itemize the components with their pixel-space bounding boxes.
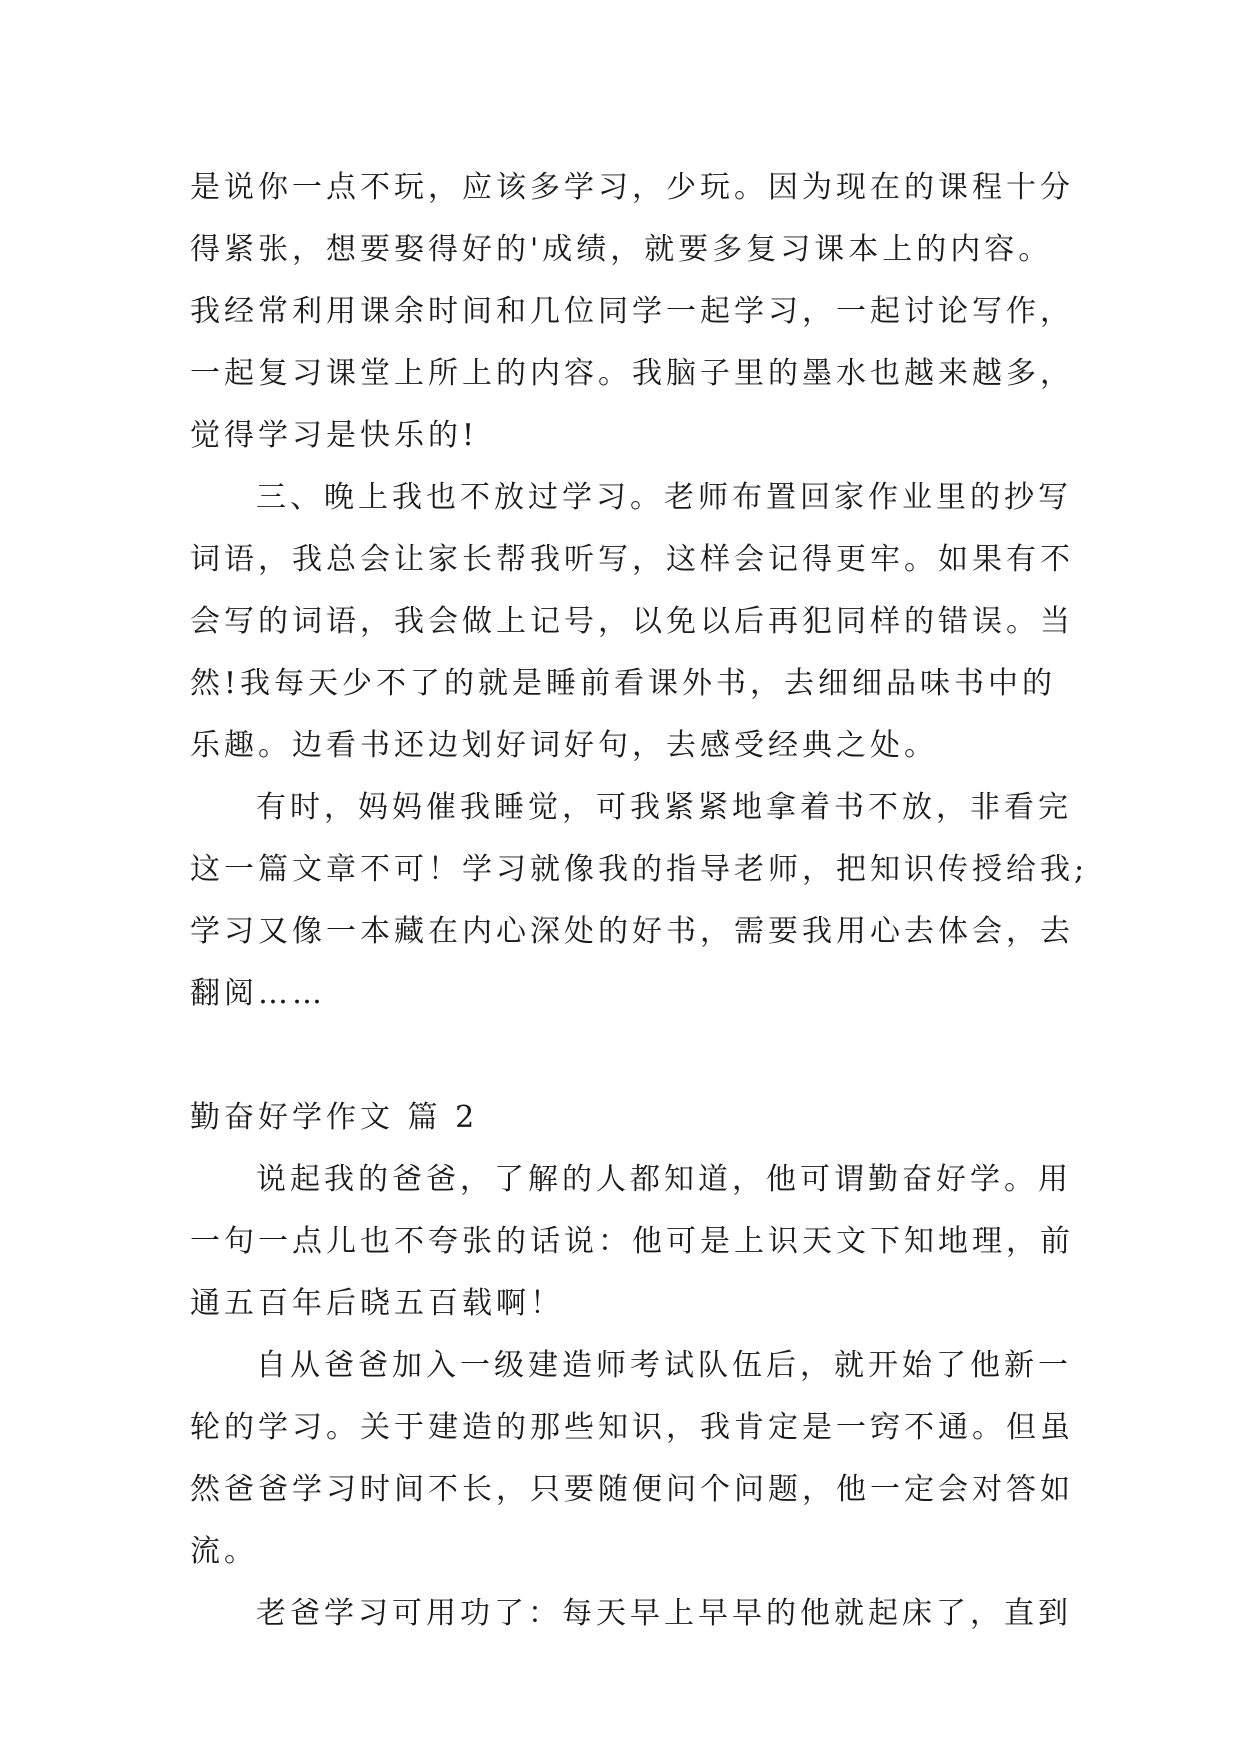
text-line: 一句一点儿也不夸张的话说：他可是上识天文下知地理，前	[190, 1224, 1074, 1259]
text-line: 然爸爸学习时间不长，只要随便问个问题，他一定会对答如	[190, 1472, 1074, 1507]
paragraph-dad-intro	[190, 1149, 1074, 1335]
text-line: 通五百年后晓五百载啊！	[190, 1286, 564, 1321]
paragraph-evening-study	[190, 467, 1074, 777]
text-line: 有时，妈妈催我睡觉，可我紧紧地拿着书不放，非看完	[256, 790, 1072, 825]
text-line: 然!我每天少不了的就是睡前看课外书，去细细品味书中的	[190, 666, 1057, 701]
paragraph-reading	[190, 777, 1089, 1025]
text-line: 我经常利用课余时间和几位同学一起学习，一起讨论写作，	[190, 294, 1074, 329]
text-line: 是说你一点不玩，应该多学习，少玩。因为现在的课程十分	[190, 170, 1074, 205]
paragraph-dad-diligent	[190, 1583, 1070, 1645]
text-line: 流。	[190, 1534, 258, 1569]
paragraph-continued	[190, 157, 1074, 467]
text-line: 一起复习课堂上所上的内容。我脑子里的墨水也越来越多，	[190, 356, 1074, 391]
text-line: 学习又像一本藏在内心深处的好书，需要我用心去体会，去	[190, 914, 1074, 949]
text-line: 三、晚上我也不放过学习。老师布置回家作业里的抄写	[256, 480, 1072, 515]
text-line: 轮的学习。关于建造的那些知识，我肯定是一窍不通。但虽	[190, 1410, 1074, 1445]
text-line: 乐趣。边看书还边划好词好句，去感受经典之处。	[190, 728, 938, 763]
text-line: 觉得学习是快乐的!	[190, 418, 479, 453]
text-line: 老爸学习可用功了：每天早上早早的他就起床了，直到	[256, 1596, 1072, 1631]
document-body	[190, 157, 1089, 1645]
text-line: 会写的词语，我会做上记号，以免以后再犯同样的错误。当	[190, 604, 1074, 639]
text-line: 得紧张，想要娶得好的'成绩，就要多复习课本上的内容。	[190, 232, 1053, 267]
text-line: 翻阅……	[190, 976, 326, 1011]
text-line: 说起我的爸爸，了解的人都知道，他可谓勤奋好学。用	[256, 1162, 1072, 1197]
paragraph-dad-exam	[190, 1335, 1074, 1583]
text-line: 词语，我总会让家长帮我听写，这样会记得更牢。如果有不	[190, 542, 1074, 577]
text-line: 这一篇文章不可！学习就像我的指导老师，把知识传授给我;	[190, 852, 1089, 887]
section-title: 勤奋好学作文 篇 2	[190, 1100, 479, 1135]
text-line: 自从爸爸加入一级建造师考试队伍后，就开始了他新一	[256, 1348, 1072, 1383]
